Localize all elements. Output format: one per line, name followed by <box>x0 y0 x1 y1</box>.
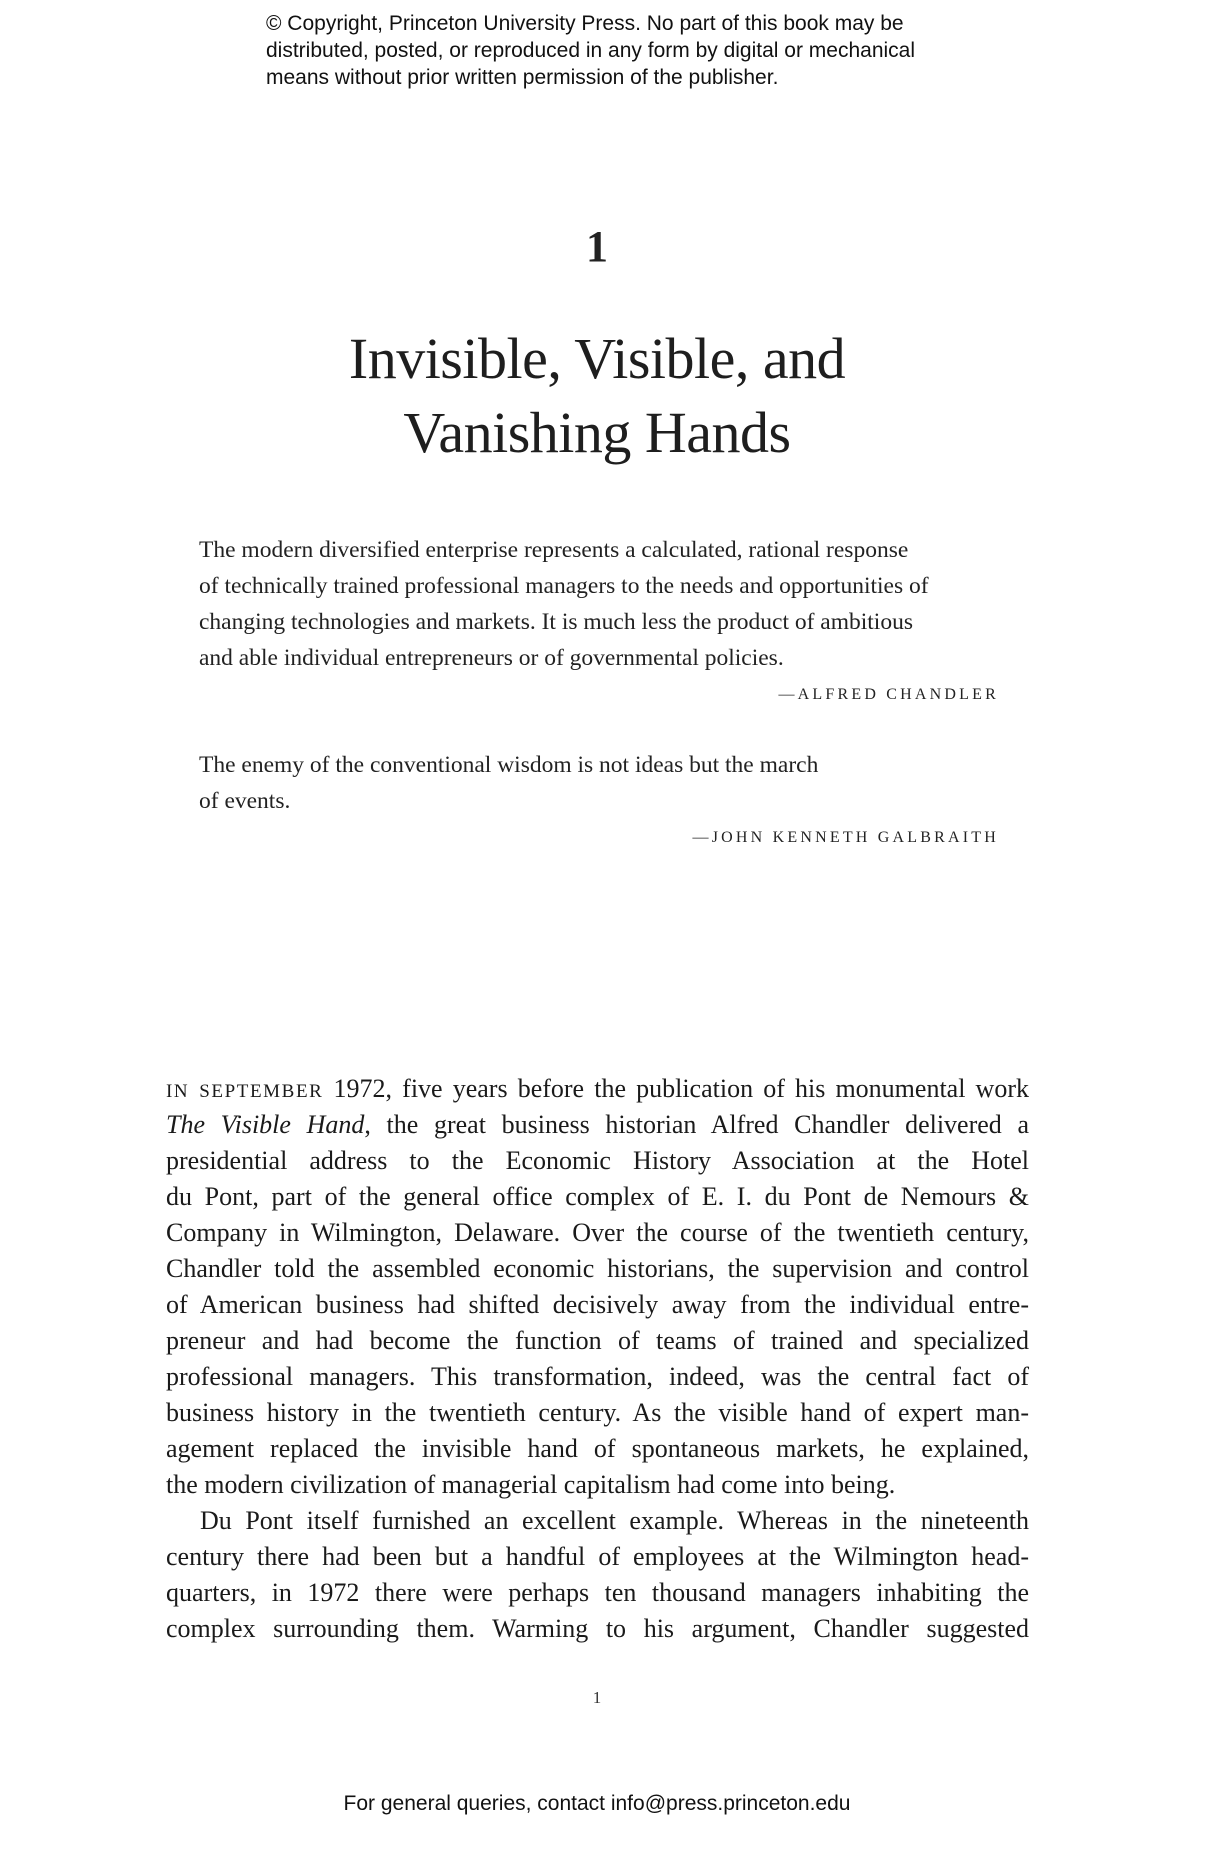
body-line: century there had been but a handful of employees at the Wilmington head- <box>166 1542 1029 1571</box>
body-line-text: , the great business historian Alfred Chandler delivered a <box>364 1110 1030 1139</box>
body-line: Du Pont itself furnished an excellent example. Whereas in the nineteenth <box>200 1506 1029 1535</box>
body-line: business history in the twentieth century. As the visible hand of expert man- <box>166 1398 1029 1427</box>
epigraph-line: of events. <box>199 788 291 814</box>
body-line: professional managers. This transformation, indeed, was the central fact of <box>166 1362 1029 1391</box>
body-line <box>166 1071 1029 1107</box>
body-line: complex surrounding them. Warming to his argument, Chandler suggested <box>166 1614 1029 1643</box>
opening-smallcaps: IN SEPTEMBER <box>166 1081 324 1102</box>
page-number: 1 <box>592 1688 602 1707</box>
copyright-line: distributed, posted, or reproduced in any form by digital or mechanical <box>266 39 916 62</box>
copyright-line: © Copyright, Princeton University Press. No part of this book may be <box>266 12 904 35</box>
body-line: of American business had shifted decisively away from the individual entre- <box>166 1290 1029 1319</box>
body-line: presidential address to the Economic History Association at the Hotel <box>166 1146 1029 1175</box>
body-line: the modern civilization of managerial capitalism had come into being. <box>166 1470 896 1499</box>
body-line <box>166 1107 1029 1143</box>
body-line: Chandler told the assembled economic historians, the supervision and control <box>166 1254 1029 1283</box>
epigraph-attribution: —ALFRED CHANDLER <box>778 686 999 703</box>
epigraph-line: The modern diversified enterprise represents a calculated, rational response <box>199 537 909 563</box>
epigraph-chandler <box>199 532 999 710</box>
chapter-body <box>166 1071 1029 1647</box>
chapter-title-line: Vanishing Hands <box>403 400 791 465</box>
chapter-title <box>0 322 1194 470</box>
chapter-title-line: Invisible, Visible, and <box>348 326 846 391</box>
body-line-text: 1972, five years before the publication of his monumental work <box>323 1074 1029 1103</box>
epigraph-galbraith <box>199 747 999 853</box>
footer-contact: For general queries, contact info@press.princeton.edu <box>343 1792 851 1815</box>
epigraph-attribution: —JOHN KENNETH GALBRAITH <box>692 829 999 846</box>
epigraph-line: and able individual entrepreneurs or of governmental policies. <box>199 645 784 671</box>
copyright-line: means without prior written permission of the publisher. <box>266 66 779 89</box>
body-line: du Pont, part of the general office complex of E. I. du Pont de Nemours & <box>166 1182 1029 1211</box>
book-title-italic: The Visible Hand <box>166 1110 365 1139</box>
chapter-number: 1 <box>586 222 608 271</box>
epigraph-line: The enemy of the conventional wisdom is not ideas but the march <box>199 752 819 778</box>
copyright-notice <box>266 10 986 91</box>
body-line: quarters, in 1972 there were perhaps ten thousand managers inhabiting the <box>166 1578 1029 1607</box>
body-line: agement replaced the invisible hand of spontaneous markets, he explained, <box>166 1434 1029 1463</box>
body-line: Company in Wilmington, Delaware. Over the course of the twentieth century, <box>166 1218 1029 1247</box>
epigraph-line: changing technologies and markets. It is much less the product of ambitious <box>199 609 913 635</box>
body-line: preneur and had become the function of teams of trained and specialized <box>166 1326 1029 1355</box>
epigraph-line: of technically trained professional managers to the needs and opportunities of <box>199 573 929 599</box>
